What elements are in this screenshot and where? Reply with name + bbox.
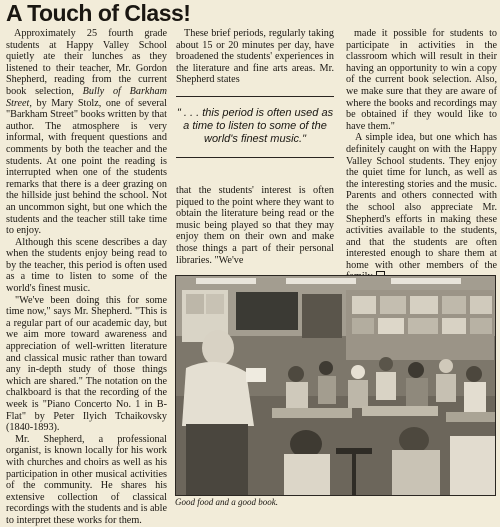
photo-caption: Good food and a good book. [175, 497, 278, 507]
column-2 [176, 28, 334, 86]
paragraph: These brief periods, regularly taking about 15 or 20 minutes per day, have broadened the students' experiences in the literature and fine arts areas. Mr. Shepherd states [176, 28, 334, 86]
paragraph: "We've been doing this for some time now," says Mr. Shepherd. "This is a regular part of our academic day, but we aim more toward awareness and appreciation of well-written literature and classical music rather than toward any in-depth study of those things which are shared." The notation on the chalkboard is that the recording of the week is "Piano Concerto No. 1 in B-Flat" by Peter Ilyich Tchaikovsky (1840-1893). [6, 294, 167, 434]
paragraph: made it possible for students to participate in activities in the classroom which will result in their having an opportunity to win a copy of the current book selection. Also, we make sure that they are aware of where the books and recordings may be obtained if they would like to have them." [346, 28, 497, 132]
paragraph-text: Approximately 25 fourth grade students at Happy Valley School quietly ate their lunches as they listened to their teacher, Mr. Gordon Shepherd, reading from the current book selection, [6, 28, 167, 97]
paragraph: that the students' interest is often piqued to the point where they want to obtain the literature being read or the music being played so that they may enjoy them on their own and make those things a part of their personal libraries. "We've [176, 185, 334, 266]
article-title: A Touch of Class! [6, 0, 191, 26]
pull-quote: " . . . this period is often used as a time to listen to some of the world's finest music." [176, 96, 334, 158]
classroom-photo [175, 275, 496, 496]
column-2-continued [176, 185, 334, 266]
paragraph-text: by Mary Stolz, one of several "Barkham Street" books written by that author. The atmosphere is very informal, with frequent questions and comments by both the teacher and the students. At one point the reading is interrupted when one of the students remarks that there is a deer grazing on the hillside just behind the school. Not an uncommon sight, but one which the students and the teacher still take time to enjoy. [6, 97, 167, 237]
book-title: Bully of Barkham Street, [6, 85, 167, 109]
column-3 [346, 28, 497, 283]
paragraph [6, 28, 167, 237]
paragraph: Mr. Shepherd, a professional organist, is known locally for his work with churches and choirs as well as his participation in other musical activities of the community. He shares his extensive collection of classical recordings with the students and is able to interpret these works for them. [6, 433, 167, 526]
paragraph-text: A simple idea, but one which has definitely caught on with the Happy Valley School students. They enjoy the quiet time for lunch, as well as the interesting stories and the music. Parents and others connected with the school also appreciate Mr. Shepherd's efforts in making these activities available to the students, and that the students are often interested enough to share them at home with other members of the [346, 132, 497, 271]
column-1 [6, 28, 167, 527]
paragraph [346, 132, 497, 283]
paragraph: Although this scene describes a day when the students enjoy being read to by the teacher, this period is often used as a time to listen to some of the world's finest music. [6, 236, 167, 295]
classroom-photo-illustration [176, 276, 495, 495]
